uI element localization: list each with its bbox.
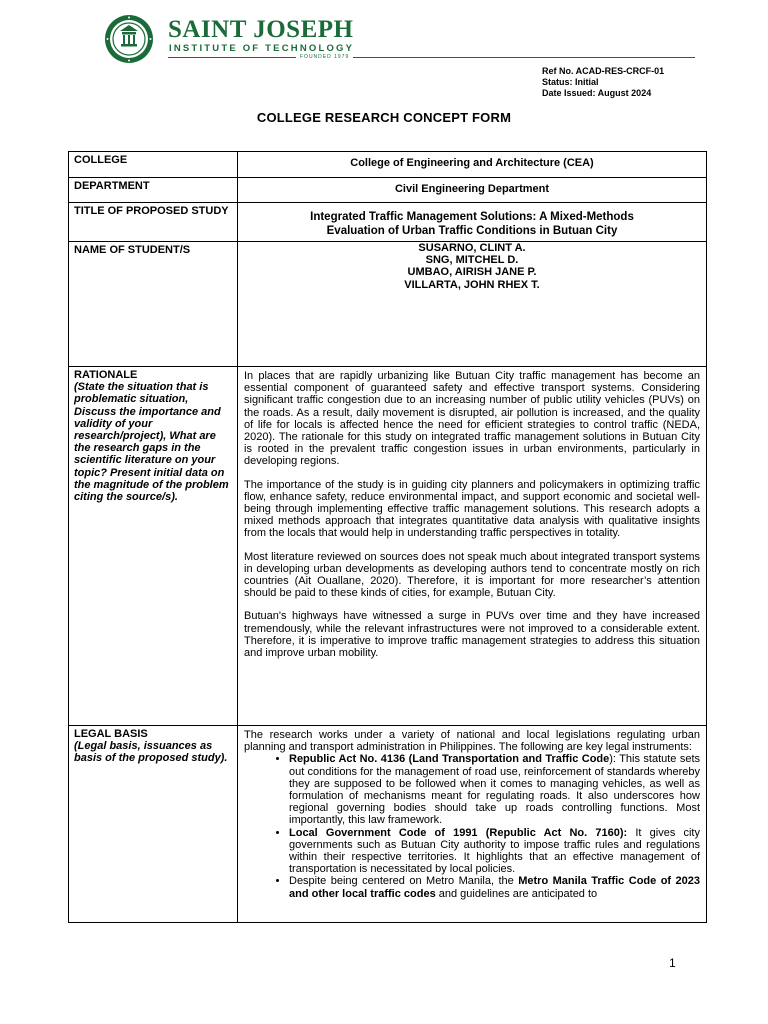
- rationale-paragraph: Butuan's highways have witnessed a surge in PUVs over time and they have increased tremendously, while the relevant infrastructures were not improved to a considerable extent. Therefore, it is imperative to improve traffic management strategies to address this situation and improve urban mobility.: [244, 610, 700, 660]
- list-item-text: Despite being centered on Metro Manila, the: [289, 875, 519, 888]
- legal-basis-body: [238, 726, 707, 923]
- student-name: SNG, MITCHEL D.: [425, 254, 519, 267]
- student-name: UMBAO, AIRISH JANE P.: [407, 266, 537, 279]
- ref-number: Ref No. ACAD-RES-CRCF-01: [542, 66, 665, 76]
- founded-text: FOUNDED 1979: [296, 54, 353, 60]
- list-item-text: and guidelines are anticipated to: [435, 887, 598, 900]
- study-title-value: [238, 203, 707, 242]
- table-row-students: [69, 242, 707, 367]
- letterhead: [100, 14, 700, 64]
- study-title-line-1: Integrated Traffic Management Solutions: A Mixed-Methods: [310, 211, 634, 223]
- rationale-paragraph: The importance of the study is in guiding city planners and policymakers in optimizing traffic flow, enhance safety, reduce environmental impact, and support economic and societal well-being through implementing effective traffic management solutions. This research adopts a mixed methods approach that integrates quantitative data analysis with qualitative insights from the locals that would help in understanding traffic perspectives in totality.: [244, 478, 700, 540]
- study-title-line-2: Evaluation of Urban Traffic Conditions in Butuan City: [326, 225, 618, 237]
- table-row-legal-basis: [69, 726, 707, 923]
- rationale-label-cell: [69, 367, 238, 726]
- list-item-text: ): This statute sets out conditions for the management of road use, reinforcement of standards whereby they are supposed to be followed when it comes to managing vehicles, as well as formulation of mechanisms meant for regulating roads. It also underscores how regional governing bodies should take up roads controlling functions. Most importantly, this law framework.: [289, 753, 700, 827]
- table-row-college: [69, 152, 707, 178]
- legal-basis-hint: (Legal basis, issuances as basis of the proposed study).: [74, 740, 228, 765]
- page-number: 1: [669, 956, 676, 970]
- list-item-text: It gives city governments such as Butuan City authority to impose traffic rules and regulations within their respective territories. It highlights that an effective management of transportation is necessitated by local policies.: [289, 826, 700, 876]
- table-row-department: [69, 178, 707, 203]
- students-label: NAME OF STUDENT/S: [69, 242, 238, 367]
- list-item: [289, 827, 700, 876]
- student-name: VILLARTA, JOHN RHEX T.: [404, 278, 540, 291]
- study-title-label: TITLE OF PROPOSED STUDY: [69, 203, 238, 242]
- legal-basis-label: LEGAL BASIS: [74, 728, 148, 740]
- rationale-body: [238, 367, 707, 726]
- rationale-hint: (State the situation that is problematic situation, Discuss the importance and validity of your research/project), What are the research gaps in the scientific literature on your topic? Present initial data on the magnitude of the problem citing the source/s).: [74, 381, 229, 504]
- table-row-rationale: [69, 367, 707, 726]
- institution-name: SAINT JOSEPH: [168, 16, 354, 43]
- list-item: [289, 875, 700, 899]
- date-issued: Date Issued: August 2024: [542, 88, 652, 98]
- list-item: [289, 753, 700, 826]
- student-name: SUSARNO, CLINT A.: [418, 242, 526, 254]
- institution-subtitle: INSTITUTE OF TECHNOLOGY: [169, 43, 355, 54]
- document-reference-block: [542, 66, 664, 99]
- list-item-bold: Metro Manila Traffic Code of 2023 and other local traffic codes: [289, 875, 700, 900]
- status-text: Status: Initial: [542, 77, 599, 87]
- legal-basis-label-cell: [69, 726, 238, 923]
- legal-instrument-list: [289, 753, 700, 899]
- rationale-paragraph: Most literature reviewed on sources does not speak much about integrated transport systems in developing urban developments as developing authors tend to concentrate mostly on rich countries (Ait Ouallane, 2020). Therefore, it is important for more researcher’s attention should be paid to these kinds of cities, for example, Butuan City.: [244, 550, 700, 600]
- rationale-label: RATIONALE: [74, 369, 138, 381]
- form-title: COLLEGE RESEARCH CONCEPT FORM: [256, 110, 512, 125]
- list-item-bold: Local Government Code of 1991 (Republic Act No. 7160):: [289, 826, 628, 839]
- letterhead-rule: [168, 57, 695, 58]
- concept-form-table: [68, 151, 707, 923]
- legal-basis-intro: The research works under a variety of national and local legislations regulating urban planning and transport administration in Philippines. The following are key legal instruments:: [244, 729, 700, 754]
- school-seal-icon: [100, 14, 158, 64]
- department-value: Civil Engineering Department: [238, 178, 707, 203]
- table-row-title: [69, 203, 707, 242]
- rationale-paragraph: In places that are rapidly urbanizing like Butuan City traffic management has become an essential component of guaranteed safety and effective transport systems. Considering significant traffic congestion due to an increasing number of public utility vehicles (PUVs) on the roads. As a result, daily movement is disrupted, air pollution is increased, and the quality of life for locals is affected hence the need for efficient strategies to control traffic (NEDA, 2020). The rationale for this study on integrated traffic management solutions in Butuan City is rooted in the prevalent traffic congestion issues in urban environments, particularly in developing regions.: [244, 370, 700, 468]
- students-value: [238, 242, 707, 367]
- department-label: DEPARTMENT: [69, 178, 238, 203]
- list-item-bold: Republic Act No. 4136 (Land Transportation and Traffic Code: [289, 753, 610, 766]
- college-value: College of Engineering and Architecture (CEA): [238, 152, 707, 178]
- college-label: COLLEGE: [69, 152, 238, 178]
